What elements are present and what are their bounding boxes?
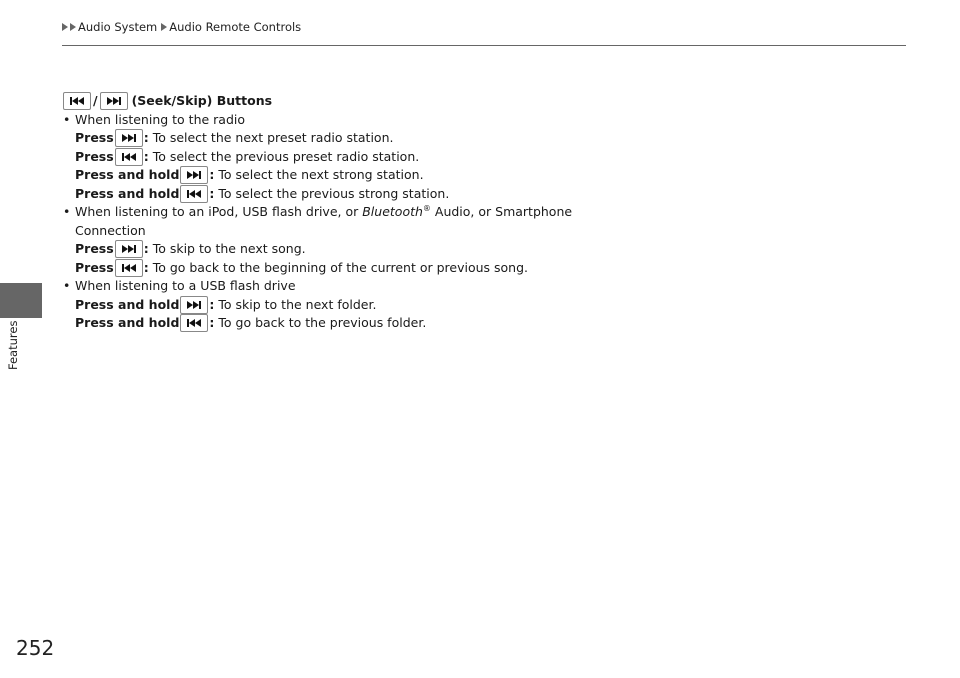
breadcrumb-item[interactable]: Audio System	[78, 20, 158, 34]
skip-prev-icon	[180, 314, 208, 332]
skip-next-icon	[100, 92, 128, 110]
list-item-continuation: Connection	[75, 222, 146, 238]
skip-prev-icon	[63, 92, 91, 110]
instruction-line: Press and hold : To skip to the next folder.	[62, 296, 862, 315]
skip-next-icon	[180, 166, 208, 184]
list-item: • When listening to a USB flash drive	[62, 277, 862, 296]
content	[62, 92, 862, 333]
skip-next-icon	[115, 240, 143, 258]
skip-prev-icon	[115, 148, 143, 166]
instruction-line: Press : To go back to the beginning of the current or previous song.	[62, 259, 862, 278]
section-heading	[62, 92, 862, 111]
triangle-icon	[70, 23, 76, 31]
list-item: • When listening to an iPod, USB flash drive, or Bluetooth® Audio, or Smartphone	[62, 203, 862, 222]
skip-next-icon	[115, 129, 143, 147]
header-rule	[62, 45, 906, 46]
skip-prev-icon	[180, 185, 208, 203]
triangle-icon	[62, 23, 68, 31]
instruction-line: Press and hold : To select the previous strong station.	[62, 185, 862, 204]
instruction-line: Press : To skip to the next song.	[62, 240, 862, 259]
skip-prev-icon	[115, 259, 143, 277]
side-label: Features	[6, 320, 20, 370]
list-item: • When listening to the radio	[62, 111, 862, 130]
slash: /	[93, 93, 98, 108]
skip-next-icon	[180, 296, 208, 314]
page-number: 252	[16, 636, 55, 660]
triangle-icon	[161, 23, 167, 31]
instruction-line: Press : To select the previous preset radio station.	[62, 148, 862, 167]
breadcrumb	[62, 20, 305, 34]
instruction-line: Press : To select the next preset radio station.	[62, 129, 862, 148]
instruction-line: Press and hold : To go back to the previous folder.	[62, 314, 862, 333]
section-title: (Seek/Skip) Buttons	[131, 93, 273, 108]
instruction-line: Press and hold : To select the next strong station.	[62, 166, 862, 185]
section-tab	[0, 283, 42, 318]
breadcrumb-item[interactable]: Audio Remote Controls	[169, 20, 302, 34]
